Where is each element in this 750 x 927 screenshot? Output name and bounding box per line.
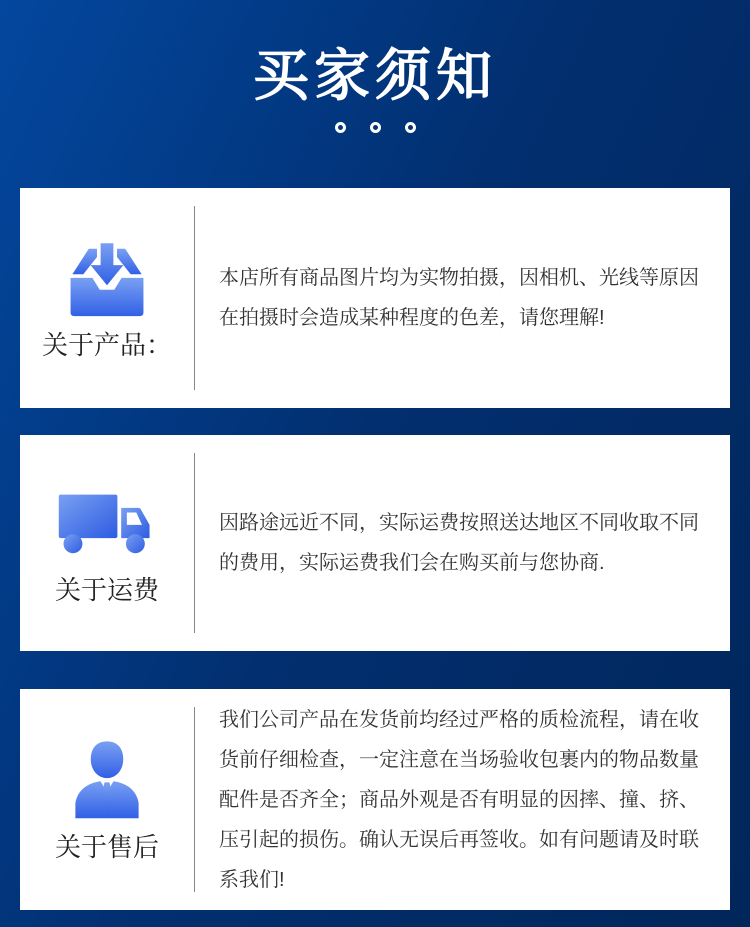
page-title: 买家须知 [253, 44, 497, 107]
truck-icon [55, 481, 159, 563]
section-shipping-left [20, 481, 194, 605]
section-product-left [20, 236, 194, 360]
section-label: 关于产品： [41, 330, 172, 360]
section-text: 本店所有商品图片均为实物拍摄，因相机、光线等原因在拍摄时会造成某种程度的色差，请您理解! [219, 267, 699, 329]
section-label: 关于售后 [54, 831, 159, 862]
ring-dot-icon [405, 122, 416, 133]
ring-dot-icon [370, 122, 381, 133]
section-text: 我们公司产品在发货前均经过严格的质检流程，请在收货前仔细检查，一定注意在当场验收包裹内的物品数量配件是否齐全；商品外观是否有明显的因摔、撞、挤、压引起的损伤。确认无误后再签收。如有问题请及时联系我们! [219, 708, 699, 891]
ring-dot-icon [335, 122, 346, 133]
inbox-download-icon [61, 236, 153, 318]
section-label: 关于运费 [54, 575, 159, 605]
section-aftersale [20, 689, 730, 910]
section-text: 因路途远近不同，实际运费按照送达地区不同收取不同的费用，实际运费我们会在购买前与您协商. [219, 512, 699, 574]
section-product [20, 188, 730, 408]
section-shipping [20, 435, 730, 651]
section-aftersale-left [20, 738, 194, 862]
person-icon [64, 738, 150, 820]
title-dots-decoration [0, 122, 750, 133]
